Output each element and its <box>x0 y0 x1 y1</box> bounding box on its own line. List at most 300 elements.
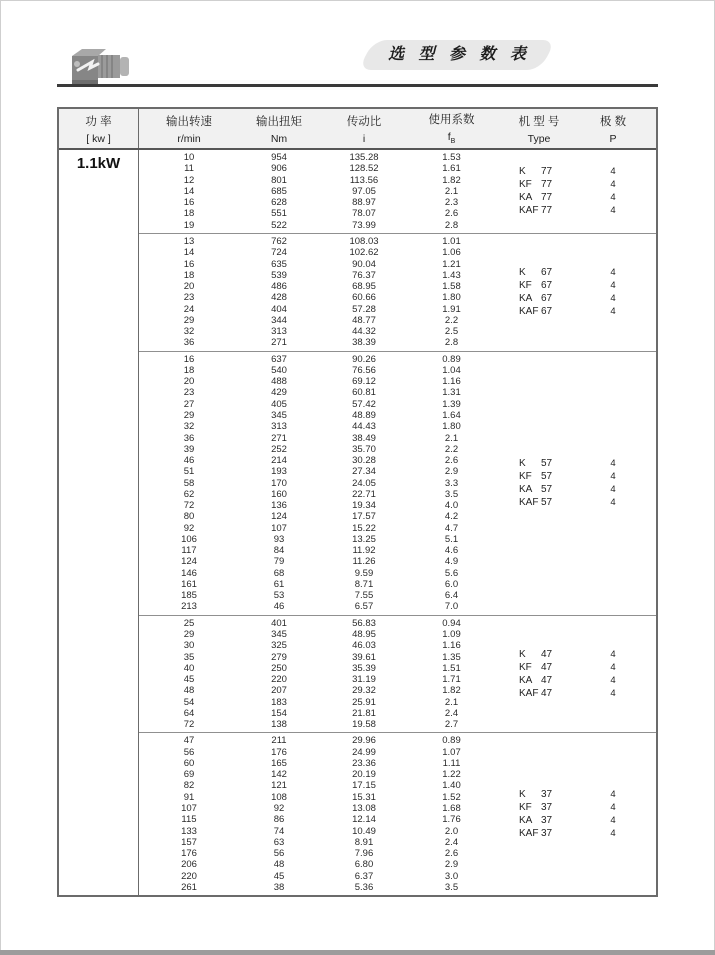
cell-value: 51 <box>183 466 195 478</box>
cell-value: 261 <box>181 881 197 893</box>
cell-value: 19 <box>183 219 195 231</box>
cell-value: 93 <box>273 533 285 545</box>
column-label: 传动比 <box>346 115 382 128</box>
cell-value: 157 <box>181 836 197 848</box>
cell-value: 1.80 <box>442 292 461 304</box>
pole-count: 4 <box>610 458 616 470</box>
type-prefix: KA <box>519 192 533 204</box>
type-size: 47 <box>541 661 553 673</box>
type-prefix: KF <box>519 802 532 814</box>
cell-value: 2.1 <box>444 696 459 708</box>
cell-value: 4.2 <box>444 511 459 523</box>
cell-value: 138 <box>271 719 287 731</box>
table-row <box>139 354 494 365</box>
type-size: 47 <box>541 687 553 699</box>
pole-count: 4 <box>610 484 616 496</box>
cell-value: 22.71 <box>352 488 376 500</box>
cell-value: 121 <box>271 780 287 792</box>
type-row <box>494 266 656 279</box>
cell-value: 1.61 <box>442 163 461 175</box>
table-row <box>139 708 494 719</box>
data-block-2 <box>139 233 656 351</box>
cell-value: 2.8 <box>444 219 459 231</box>
table-row <box>139 455 494 466</box>
cell-value: 72 <box>183 500 195 512</box>
cell-value: 1.11 <box>442 757 461 769</box>
cell-value: 108 <box>271 791 287 803</box>
cell-value: 1.22 <box>442 769 461 781</box>
table-row <box>139 640 494 651</box>
cell-value: 1.16 <box>442 376 461 388</box>
cell-value: 16 <box>183 197 195 209</box>
table-row <box>139 568 494 579</box>
cell-value: 428 <box>271 292 287 304</box>
cell-value: 136 <box>271 500 287 512</box>
type-size: 77 <box>541 192 553 204</box>
cell-value: 53 <box>273 590 285 602</box>
cell-value: 170 <box>271 477 287 489</box>
block-rows <box>139 150 494 233</box>
type-prefix: KAF <box>519 205 539 217</box>
cell-value: 2.8 <box>444 337 459 349</box>
cell-value: 2.2 <box>444 443 459 455</box>
pole-count: 4 <box>610 497 616 509</box>
table-row <box>139 326 494 337</box>
cell-value: 1.09 <box>442 629 461 641</box>
model-type <box>494 205 584 216</box>
block-rows <box>139 616 494 733</box>
column-header <box>584 113 656 145</box>
cell-value: 2.9 <box>444 859 459 871</box>
cell-value: 36 <box>183 432 195 444</box>
cell-value: 637 <box>271 353 287 365</box>
cell-value: 13.25 <box>352 533 376 545</box>
cell-value: 48 <box>273 859 285 871</box>
cell-value: 63 <box>273 836 285 848</box>
table-row <box>139 870 494 881</box>
data-block-3 <box>139 351 656 615</box>
cell-value: 88.97 <box>352 197 376 209</box>
cell-value: 146 <box>181 567 197 579</box>
cell-value: 4.7 <box>444 522 459 534</box>
cell-value: 72 <box>183 719 195 731</box>
cell-value: 176 <box>271 746 287 758</box>
cell-value: 1.06 <box>442 247 461 259</box>
cell-value: 954 <box>271 152 287 164</box>
table-body <box>59 150 656 895</box>
power-value: 1.1kW <box>76 155 121 172</box>
cell-value: 404 <box>271 303 287 315</box>
cell-value: 64 <box>183 707 195 719</box>
model-type <box>494 192 584 203</box>
type-row <box>494 496 656 509</box>
cell-value: 279 <box>271 651 287 663</box>
model-type <box>494 280 584 291</box>
column-unit: r/min <box>177 132 201 145</box>
cell-value: 1.68 <box>442 803 461 814</box>
type-prefix: KA <box>519 293 533 305</box>
cell-value: 35.70 <box>352 443 376 455</box>
cell-value: 154 <box>271 707 287 719</box>
cell-value: 18 <box>183 269 195 281</box>
cell-value: 1.80 <box>442 421 461 433</box>
type-size: 57 <box>541 497 553 509</box>
table-row <box>139 556 494 567</box>
cell-value: 0.89 <box>442 353 461 365</box>
table-row <box>139 674 494 685</box>
type-prefix: KA <box>519 815 533 827</box>
model-type <box>494 484 584 495</box>
type-row <box>494 788 656 801</box>
cell-value: 11 <box>184 163 194 175</box>
cell-value: 135.28 <box>349 152 379 164</box>
cell-value: 108.03 <box>349 235 379 247</box>
table-row <box>139 410 494 421</box>
model-type <box>494 815 584 826</box>
cell-value: 2.5 <box>444 326 459 338</box>
cell-value: 35 <box>183 651 195 663</box>
column-label: 输出转速 <box>166 115 212 128</box>
cell-value: 14 <box>183 185 195 197</box>
type-size: 57 <box>541 458 553 470</box>
cell-value: 23 <box>183 387 195 399</box>
table-row <box>139 758 494 769</box>
cell-value: 24 <box>183 303 195 315</box>
type-prefix: KA <box>519 484 533 496</box>
cell-value: 31.19 <box>352 674 376 686</box>
cell-value: 2.2 <box>444 314 459 326</box>
type-prefix: K <box>519 648 526 660</box>
header-rule <box>57 84 658 87</box>
cell-value: 48.77 <box>352 314 376 326</box>
type-size: 47 <box>541 674 553 686</box>
type-row <box>494 204 656 217</box>
cell-value: 115 <box>181 814 197 826</box>
cell-value: 2.4 <box>444 836 459 848</box>
cell-value: 44.32 <box>352 326 376 338</box>
column-label: 机 型 号 <box>518 115 560 128</box>
type-row <box>494 814 656 827</box>
column-header <box>319 113 409 145</box>
column-header <box>409 111 494 145</box>
cell-value: 3.3 <box>444 477 459 489</box>
table-row <box>139 803 494 814</box>
table-row <box>139 735 494 746</box>
cell-value: 15.22 <box>352 522 376 534</box>
table-header <box>59 109 656 150</box>
column-headers <box>139 109 656 148</box>
table-row <box>139 719 494 730</box>
cell-value: 24.99 <box>352 746 376 758</box>
table-row <box>139 477 494 488</box>
column-unit: i <box>362 132 366 145</box>
cell-value: 74 <box>273 825 285 837</box>
cell-value: 2.4 <box>444 707 459 719</box>
table-row <box>139 651 494 662</box>
table-row <box>139 825 494 836</box>
cell-value: 17.57 <box>352 511 376 523</box>
cell-value: 80 <box>183 511 195 523</box>
cell-value: 401 <box>271 617 287 629</box>
table-row <box>139 696 494 707</box>
cell-value: 68 <box>273 567 285 579</box>
block-rows <box>139 733 494 895</box>
cell-value: 1.82 <box>442 685 461 697</box>
cell-value: 16 <box>183 353 195 365</box>
cell-value: 113.56 <box>349 174 379 186</box>
table-row <box>139 534 494 545</box>
type-prefix: K <box>519 458 526 470</box>
cell-value: 429 <box>271 387 287 399</box>
pole-count: 4 <box>610 828 616 840</box>
table-row <box>139 444 494 455</box>
type-row <box>494 279 656 292</box>
cell-value: 540 <box>271 364 287 376</box>
cell-value: 9.59 <box>354 567 374 579</box>
cell-value: 48.95 <box>352 629 376 641</box>
type-size: 77 <box>541 205 553 217</box>
cell-value: 1.52 <box>442 791 461 803</box>
cell-value: 57.42 <box>352 398 376 410</box>
cell-value: 73.99 <box>352 219 376 231</box>
cell-value: 56 <box>183 746 195 758</box>
block-types <box>494 234 656 351</box>
table-row <box>139 769 494 780</box>
type-row <box>494 827 656 840</box>
pole-count: 4 <box>610 306 616 318</box>
table-row <box>139 220 494 231</box>
cell-value: 4.0 <box>444 500 459 512</box>
column-header <box>494 113 584 145</box>
cell-value: 11.92 <box>352 545 376 557</box>
cell-value: 325 <box>271 640 287 652</box>
model-type <box>494 471 584 482</box>
model-type <box>494 458 584 469</box>
cell-value: 6.57 <box>354 601 374 613</box>
column-unit: Type <box>527 132 551 145</box>
column-header <box>239 113 319 145</box>
type-prefix: KAF <box>519 306 539 318</box>
cell-value: 54 <box>183 696 195 708</box>
power-header-label: 功 率 <box>85 115 112 128</box>
cell-value: 46.03 <box>352 640 376 652</box>
table-row <box>139 601 494 612</box>
page-title: 选 型 参 数 表 <box>388 46 531 63</box>
table-row <box>139 814 494 825</box>
table-row <box>139 489 494 500</box>
table-row <box>139 618 494 629</box>
cell-value: 551 <box>271 208 287 220</box>
cell-value: 271 <box>271 432 287 444</box>
cell-value: 344 <box>271 314 287 326</box>
table-row <box>139 663 494 674</box>
cell-value: 1.58 <box>442 281 461 293</box>
cell-value: 724 <box>271 247 287 259</box>
cell-value: 62 <box>183 488 195 500</box>
cell-value: 29.96 <box>352 735 376 747</box>
cell-value: 21.81 <box>352 707 376 719</box>
cell-value: 36 <box>183 337 195 349</box>
cell-value: 30.28 <box>352 455 376 467</box>
cell-value: 18 <box>183 208 195 220</box>
cell-value: 20 <box>183 376 195 388</box>
cell-value: 39.61 <box>352 651 376 663</box>
cell-value: 8.71 <box>354 578 374 590</box>
table-row <box>139 399 494 410</box>
table-row <box>139 685 494 696</box>
cell-value: 10 <box>183 152 195 164</box>
pole-count: 4 <box>610 280 616 292</box>
type-prefix: KF <box>519 280 532 292</box>
pole-count: 4 <box>610 293 616 305</box>
cell-value: 486 <box>271 281 287 293</box>
table-row <box>139 421 494 432</box>
table-row <box>139 579 494 590</box>
cell-value: 44.43 <box>352 421 376 433</box>
cell-value: 2.1 <box>444 185 459 197</box>
block-types <box>494 352 656 615</box>
page-banner <box>358 40 556 70</box>
pole-count: 4 <box>610 205 616 217</box>
type-prefix: KF <box>519 661 532 673</box>
cell-value: 69 <box>183 769 195 781</box>
block-types <box>494 616 656 733</box>
cell-value: 23 <box>183 292 195 304</box>
type-size: 67 <box>541 293 553 305</box>
cell-value: 0.94 <box>442 617 461 629</box>
cell-value: 1.21 <box>442 258 461 270</box>
cell-value: 58 <box>183 477 195 489</box>
cell-value: 2.6 <box>444 455 459 467</box>
type-size: 47 <box>541 648 553 660</box>
cell-value: 906 <box>271 163 287 175</box>
model-type <box>494 267 584 278</box>
type-prefix: KAF <box>519 687 539 699</box>
cell-value: 2.6 <box>444 208 459 220</box>
pole-count: 4 <box>610 192 616 204</box>
cell-value: 1.40 <box>442 780 461 792</box>
cell-value: 124 <box>181 556 197 568</box>
table-row <box>139 590 494 601</box>
cell-value: 76.56 <box>352 364 376 376</box>
column-unit-subscript: B <box>450 138 456 146</box>
cell-value: 19.34 <box>352 500 376 512</box>
table-row <box>139 270 494 281</box>
cell-value: 19.58 <box>352 719 376 731</box>
table-row <box>139 208 494 219</box>
cell-value: 86 <box>273 814 285 826</box>
table-row <box>139 365 494 376</box>
cell-value: 5.6 <box>444 567 459 579</box>
cell-value: 165 <box>271 757 287 769</box>
cell-value: 1.53 <box>442 152 461 164</box>
type-row <box>494 687 656 700</box>
cell-value: 12 <box>183 174 195 186</box>
data-block-5 <box>139 732 656 895</box>
table-row <box>139 236 494 247</box>
type-size: 57 <box>541 471 553 483</box>
table-row <box>139 511 494 522</box>
cell-value: 38.39 <box>352 337 376 349</box>
cell-value: 1.51 <box>442 662 461 674</box>
block-rows <box>139 352 494 615</box>
column-label: 使用系数 <box>428 114 475 127</box>
type-prefix: K <box>519 789 526 801</box>
cell-value: 25.91 <box>352 696 376 708</box>
cell-value: 92 <box>273 803 285 814</box>
cell-value: 25 <box>183 617 195 629</box>
type-prefix: K <box>519 267 526 279</box>
cell-value: 128.52 <box>349 163 379 175</box>
model-type <box>494 789 584 800</box>
column-unit: $f_B$ <box>447 131 456 146</box>
table-row <box>139 629 494 640</box>
cell-value: 13.08 <box>352 803 376 814</box>
pole-count: 4 <box>610 789 616 801</box>
cell-value: 45 <box>273 870 285 882</box>
table-row <box>139 186 494 197</box>
cell-value: 5.1 <box>444 533 459 545</box>
cell-value: 61 <box>273 578 285 590</box>
cell-value: 3.5 <box>444 881 459 893</box>
model-type <box>494 688 584 699</box>
cell-value: 313 <box>271 421 287 433</box>
pole-count: 4 <box>610 471 616 483</box>
cell-value: 27.34 <box>352 466 376 478</box>
cell-value: 1.35 <box>442 651 461 663</box>
cell-value: 2.1 <box>444 432 459 444</box>
cell-value: 29 <box>183 629 195 641</box>
cell-value: 4.6 <box>444 545 459 557</box>
cell-value: 1.07 <box>442 746 461 758</box>
cell-value: 271 <box>271 337 287 349</box>
cell-value: 522 <box>271 219 287 231</box>
cell-value: 1.76 <box>442 814 461 826</box>
table-row <box>139 780 494 791</box>
table-row <box>139 303 494 314</box>
cell-value: 628 <box>271 197 287 209</box>
cell-value: 250 <box>271 662 287 674</box>
model-type <box>494 293 584 304</box>
cell-value: 97.05 <box>352 185 376 197</box>
cell-value: 1.16 <box>442 640 461 652</box>
cell-value: 124 <box>271 511 287 523</box>
gear-motor-image <box>68 42 132 90</box>
page-bottom-bar <box>0 950 715 955</box>
block-types <box>494 733 656 895</box>
cell-value: 539 <box>271 269 287 281</box>
cell-value: 79 <box>273 556 285 568</box>
type-prefix: KAF <box>519 497 539 509</box>
type-size: 77 <box>541 179 553 191</box>
data-block-1 <box>139 150 656 233</box>
cell-value: 252 <box>271 443 287 455</box>
cell-value: 405 <box>271 398 287 410</box>
type-size: 57 <box>541 484 553 496</box>
cell-value: 38 <box>273 881 285 893</box>
cell-value: 57.28 <box>352 303 376 315</box>
cell-value: 7.0 <box>444 601 459 613</box>
cell-value: 29.32 <box>352 685 376 697</box>
cell-value: 214 <box>271 455 287 467</box>
block-types <box>494 150 656 233</box>
pole-count: 4 <box>610 674 616 686</box>
cell-value: 17.15 <box>352 780 376 792</box>
table-row <box>139 432 494 443</box>
cell-value: 220 <box>271 674 287 686</box>
cell-value: 183 <box>271 696 287 708</box>
table-row <box>139 792 494 803</box>
